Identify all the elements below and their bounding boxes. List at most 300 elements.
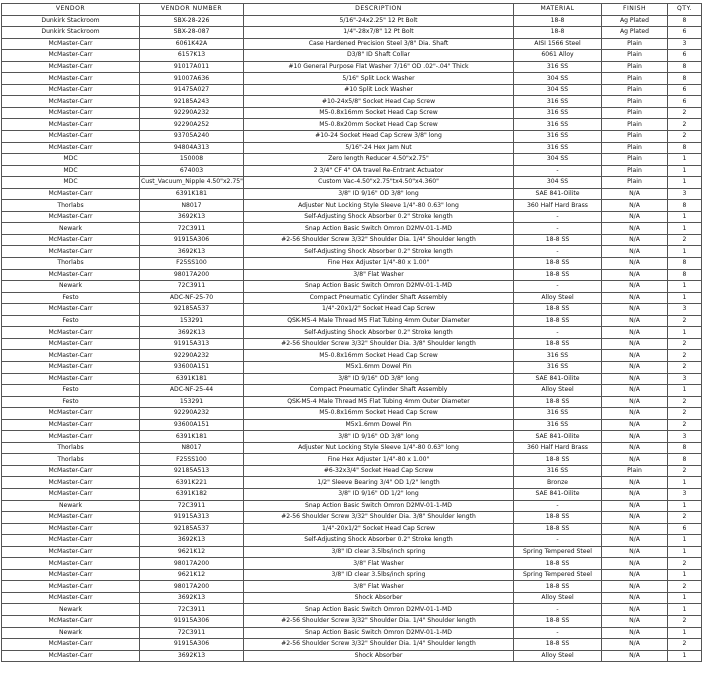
material-cell: - <box>514 327 602 339</box>
table-row <box>2 15 702 27</box>
table-row <box>2 569 702 581</box>
description-cell: M5x1.6mm Dowel Pin <box>244 419 514 431</box>
table-row <box>2 73 702 85</box>
description-cell: #2-56 Shoulder Screw 3/32" Shoulder Dia. 1/4" Shoulder length <box>244 234 514 246</box>
description-cell: 3/8" Flat Washer <box>244 269 514 281</box>
finish-cell: N/A <box>602 454 668 466</box>
qty-cell: 2 <box>668 338 702 350</box>
material-cell: 316 SS <box>514 119 602 131</box>
vendor-number-cell: F25SS100 <box>140 258 244 270</box>
table-row <box>2 200 702 212</box>
qty-cell: 2 <box>668 512 702 524</box>
material-cell: Spring Tempered Steel <box>514 546 602 558</box>
qty-cell: 8 <box>668 200 702 212</box>
vendor-number-cell: N8017 <box>140 442 244 454</box>
finish-cell: N/A <box>602 569 668 581</box>
vendor-number-cell: 98017A200 <box>140 581 244 593</box>
table-row <box>2 488 702 500</box>
material-cell: - <box>514 500 602 512</box>
vendor-cell: MDC <box>2 177 140 189</box>
table-row <box>2 50 702 62</box>
finish-cell: N/A <box>602 615 668 627</box>
vendor-number-cell: 9621K12 <box>140 546 244 558</box>
vendor-number-cell: N8017 <box>140 200 244 212</box>
vendor-cell: McMaster-Carr <box>2 131 140 143</box>
table-row <box>2 304 702 316</box>
material-cell: 18-8 SS <box>514 315 602 327</box>
qty-cell: 8 <box>668 61 702 73</box>
finish-cell: Ag Plated <box>602 27 668 39</box>
description-cell: #10 Split Lock Washer <box>244 84 514 96</box>
material-cell: 18-8 SS <box>514 639 602 651</box>
finish-cell: N/A <box>602 258 668 270</box>
qty-cell: 2 <box>668 107 702 119</box>
vendor-number-cell: 92290A252 <box>140 119 244 131</box>
finish-cell: N/A <box>602 419 668 431</box>
finish-cell: N/A <box>602 639 668 651</box>
finish-cell: N/A <box>602 223 668 235</box>
vendor-number-cell: 94804A313 <box>140 142 244 154</box>
table-row <box>2 84 702 96</box>
qty-cell: 8 <box>668 454 702 466</box>
vendor-number-cell: ADC-NF-25-70 <box>140 292 244 304</box>
finish-cell: N/A <box>602 592 668 604</box>
qty-cell: 6 <box>668 96 702 108</box>
vendor-number-cell: F25SS100 <box>140 454 244 466</box>
material-cell: AISI 1566 Steel <box>514 38 602 50</box>
description-cell: #2-56 Shoulder Screw 3/32" Shoulder Dia. 3/8" Shoulder length <box>244 338 514 350</box>
finish-cell: N/A <box>602 604 668 616</box>
description-cell: 1/2" Sleeve Bearing 3/4" OD 1/2" length <box>244 477 514 489</box>
table-row <box>2 385 702 397</box>
finish-cell: Plain <box>602 165 668 177</box>
qty-cell: 3 <box>668 188 702 200</box>
table-row <box>2 523 702 535</box>
description-cell: M5x1.6mm Dowel Pin <box>244 361 514 373</box>
vendor-cell: McMaster-Carr <box>2 211 140 223</box>
table-row <box>2 442 702 454</box>
description-cell: Case Hardened Precision Steel 3/8" Dia. Shaft <box>244 38 514 50</box>
qty-cell: 1 <box>668 246 702 258</box>
qty-cell: 8 <box>668 142 702 154</box>
description-cell: Self-Adjusting Shock Absorber 0.2" Stroke length <box>244 246 514 258</box>
vendor-cell: McMaster-Carr <box>2 73 140 85</box>
material-cell: Alloy Steel <box>514 592 602 604</box>
table-row <box>2 396 702 408</box>
table-row <box>2 546 702 558</box>
vendor-cell: McMaster-Carr <box>2 188 140 200</box>
vendor-cell: Newark <box>2 223 140 235</box>
finish-cell: N/A <box>602 315 668 327</box>
description-cell: Snap Action Basic Switch Omron D2MV-01-1-MD <box>244 223 514 235</box>
material-cell: - <box>514 246 602 258</box>
vendor-number-cell: 72C3911 <box>140 627 244 639</box>
vendor-cell: McMaster-Carr <box>2 488 140 500</box>
table-row <box>2 61 702 73</box>
table-row <box>2 107 702 119</box>
description-cell: Shock Absorber <box>244 650 514 662</box>
description-cell: #6-32x3/4" Socket Head Cap Screw <box>244 465 514 477</box>
vendor-cell: Newark <box>2 281 140 293</box>
table-row <box>2 500 702 512</box>
finish-cell: Plain <box>602 50 668 62</box>
vendor-number-cell: 6061K42A <box>140 38 244 50</box>
vendor-number-cell: 150008 <box>140 154 244 166</box>
vendor-cell: McMaster-Carr <box>2 523 140 535</box>
description-cell: Fine Hex Adjuster 1/4"-80 x 1.00" <box>244 258 514 270</box>
table-row <box>2 373 702 385</box>
qty-cell: 1 <box>668 535 702 547</box>
material-cell: 316 SS <box>514 361 602 373</box>
description-cell: 3/8" ID clear 3.5lbs/inch spring <box>244 546 514 558</box>
table-row <box>2 27 702 39</box>
vendor-cell: McMaster-Carr <box>2 107 140 119</box>
material-cell: 316 SS <box>514 131 602 143</box>
material-cell: 316 SS <box>514 465 602 477</box>
qty-cell: 6 <box>668 523 702 535</box>
finish-cell: N/A <box>602 558 668 570</box>
description-cell: 1/4"-28x7/8" 12 Pt Bolt <box>244 27 514 39</box>
material-cell: 18-8 SS <box>514 512 602 524</box>
vendor-cell: McMaster-Carr <box>2 650 140 662</box>
finish-cell: N/A <box>602 234 668 246</box>
vendor-cell: Festo <box>2 385 140 397</box>
finish-cell: N/A <box>602 361 668 373</box>
material-cell: Bronze <box>514 477 602 489</box>
description-cell: QSK-M5-4 Male Thread M5 Flat Tubing 4mm Outer Diameter <box>244 396 514 408</box>
vendor-number-cell: 98017A200 <box>140 558 244 570</box>
material-cell: 316 SS <box>514 142 602 154</box>
description-cell: Zero length Reducer 4.50"x2.75" <box>244 154 514 166</box>
material-cell: 360 Half Hard Brass <box>514 442 602 454</box>
finish-cell: N/A <box>602 211 668 223</box>
finish-cell: Plain <box>602 131 668 143</box>
vendor-number-cell: 98017A200 <box>140 269 244 281</box>
vendor-number-cell: 91915A306 <box>140 639 244 651</box>
vendor-cell: McMaster-Carr <box>2 535 140 547</box>
qty-cell: 2 <box>668 396 702 408</box>
qty-cell: 8 <box>668 73 702 85</box>
description-cell: 1/4"-20x1/2" Socket Head Cap Screw <box>244 304 514 316</box>
table-row <box>2 592 702 604</box>
qty-cell: 1 <box>668 650 702 662</box>
vendor-cell: McMaster-Carr <box>2 373 140 385</box>
vendor-number-cell: 93705A240 <box>140 131 244 143</box>
qty-cell: 1 <box>668 569 702 581</box>
description-cell: 5/16"-24x2.25" 12 Pt Bolt <box>244 15 514 27</box>
vendor-cell: Thorlabs <box>2 454 140 466</box>
description-cell: Custom Vac-4.50"x2.75"tx4.50"x4.360" <box>244 177 514 189</box>
description-cell: #2-56 Shoulder Screw 3/32" Shoulder Dia. 1/4" Shoulder length <box>244 615 514 627</box>
vendor-number-cell: 3692K13 <box>140 535 244 547</box>
finish-cell: N/A <box>602 477 668 489</box>
finish-cell: Plain <box>602 61 668 73</box>
description-cell: 3/8" ID 9/16" OD 3/8" long <box>244 373 514 385</box>
header-material: MATERIAL <box>514 4 602 16</box>
finish-cell: N/A <box>602 500 668 512</box>
vendor-number-cell: 92290A232 <box>140 350 244 362</box>
description-cell: Snap Action Basic Switch Omron D2MV-01-1-MD <box>244 627 514 639</box>
table-row <box>2 408 702 420</box>
vendor-cell: McMaster-Carr <box>2 269 140 281</box>
description-cell: 2 3/4" CF 4" OA travel Re-Entrant Actuator <box>244 165 514 177</box>
material-cell: 18-8 SS <box>514 234 602 246</box>
vendor-cell: McMaster-Carr <box>2 84 140 96</box>
finish-cell: N/A <box>602 488 668 500</box>
qty-cell: 1 <box>668 592 702 604</box>
qty-cell: 1 <box>668 385 702 397</box>
table-row <box>2 558 702 570</box>
qty-cell: 1 <box>668 604 702 616</box>
qty-cell: 1 <box>668 154 702 166</box>
vendor-number-cell: 72C3911 <box>140 281 244 293</box>
material-cell: - <box>514 604 602 616</box>
material-cell: SAE 841-Oilite <box>514 431 602 443</box>
material-cell: SAE 841-Oilite <box>514 188 602 200</box>
table-row <box>2 119 702 131</box>
vendor-number-cell: 6157K13 <box>140 50 244 62</box>
vendor-cell: McMaster-Carr <box>2 246 140 258</box>
vendor-cell: McMaster-Carr <box>2 592 140 604</box>
qty-cell: 2 <box>668 639 702 651</box>
vendor-number-cell: 72C3911 <box>140 604 244 616</box>
description-cell: Adjuster Nut Locking Style Sleeve 1/4"-80 0.63" long <box>244 442 514 454</box>
vendor-cell: McMaster-Carr <box>2 408 140 420</box>
table-row <box>2 465 702 477</box>
vendor-number-cell: 153291 <box>140 315 244 327</box>
qty-cell: 1 <box>668 327 702 339</box>
table-row <box>2 281 702 293</box>
vendor-cell: McMaster-Carr <box>2 327 140 339</box>
qty-cell: 2 <box>668 558 702 570</box>
vendor-cell: McMaster-Carr <box>2 569 140 581</box>
table-row <box>2 338 702 350</box>
table-row <box>2 188 702 200</box>
vendor-number-cell: 6391K181 <box>140 188 244 200</box>
finish-cell: Plain <box>602 177 668 189</box>
vendor-cell: McMaster-Carr <box>2 431 140 443</box>
description-cell: M5-0.8x20mm Socket Head Cap Screw <box>244 119 514 131</box>
qty-cell: 8 <box>668 15 702 27</box>
qty-cell: 2 <box>668 234 702 246</box>
vendor-cell: McMaster-Carr <box>2 61 140 73</box>
vendor-cell: McMaster-Carr <box>2 338 140 350</box>
vendor-number-cell: 92185A537 <box>140 304 244 316</box>
qty-cell: 1 <box>668 627 702 639</box>
finish-cell: N/A <box>602 523 668 535</box>
table-row <box>2 512 702 524</box>
table-row <box>2 292 702 304</box>
vendor-number-cell: 3692K13 <box>140 650 244 662</box>
vendor-number-cell: 91915A306 <box>140 234 244 246</box>
vendor-number-cell: 92290A232 <box>140 408 244 420</box>
finish-cell: N/A <box>602 512 668 524</box>
table-row <box>2 327 702 339</box>
table-row <box>2 431 702 443</box>
material-cell: 18-8 <box>514 15 602 27</box>
table-row <box>2 165 702 177</box>
vendor-cell: McMaster-Carr <box>2 304 140 316</box>
material-cell: 304 SS <box>514 73 602 85</box>
description-cell: 3/8" Flat Washer <box>244 558 514 570</box>
description-cell: #10-24x5/8" Socket Head Cap Screw <box>244 96 514 108</box>
finish-cell: N/A <box>602 627 668 639</box>
qty-cell: 2 <box>668 361 702 373</box>
vendor-number-cell: 93600A151 <box>140 361 244 373</box>
description-cell: Snap Action Basic Switch Omron D2MV-01-1-MD <box>244 281 514 293</box>
finish-cell: N/A <box>602 535 668 547</box>
finish-cell: N/A <box>602 327 668 339</box>
finish-cell: Plain <box>602 84 668 96</box>
vendor-cell: McMaster-Carr <box>2 512 140 524</box>
finish-cell: Ag Plated <box>602 15 668 27</box>
vendor-number-cell: 9621K12 <box>140 569 244 581</box>
qty-cell: 1 <box>668 281 702 293</box>
material-cell: 360 Half Hard Brass <box>514 200 602 212</box>
finish-cell: Plain <box>602 73 668 85</box>
table-row <box>2 154 702 166</box>
description-cell: M5-0.8x16mm Socket Head Cap Screw <box>244 350 514 362</box>
description-cell: Shock Absorber <box>244 592 514 604</box>
material-cell: - <box>514 535 602 547</box>
vendor-cell: McMaster-Carr <box>2 50 140 62</box>
vendor-cell: McMaster-Carr <box>2 639 140 651</box>
vendor-cell: McMaster-Carr <box>2 96 140 108</box>
vendor-number-cell: 91915A313 <box>140 512 244 524</box>
description-cell: 3/8" ID 9/16" OD 1/2" long <box>244 488 514 500</box>
description-cell: 3/8" ID 9/16" OD 3/8" long <box>244 431 514 443</box>
vendor-cell: McMaster-Carr <box>2 38 140 50</box>
qty-cell: 1 <box>668 177 702 189</box>
vendor-number-cell: 92185A513 <box>140 465 244 477</box>
material-cell: 18-8 SS <box>514 396 602 408</box>
table-row <box>2 581 702 593</box>
table-row <box>2 131 702 143</box>
vendor-number-cell: Cust_Vacuum_Nipple 4.50"x2.75" <box>140 177 244 189</box>
vendor-number-cell: 91007A636 <box>140 73 244 85</box>
table-row <box>2 350 702 362</box>
finish-cell: N/A <box>602 292 668 304</box>
qty-cell: 2 <box>668 131 702 143</box>
table-row <box>2 615 702 627</box>
vendor-cell: McMaster-Carr <box>2 477 140 489</box>
vendor-number-cell: 93600A151 <box>140 419 244 431</box>
description-cell: 1/4"-20x1/2" Socket Head Cap Screw <box>244 523 514 535</box>
vendor-number-cell: 91475A027 <box>140 84 244 96</box>
finish-cell: N/A <box>602 431 668 443</box>
material-cell: - <box>514 165 602 177</box>
vendor-cell: McMaster-Carr <box>2 419 140 431</box>
vendor-cell: McMaster-Carr <box>2 581 140 593</box>
finish-cell: Plain <box>602 465 668 477</box>
description-cell: Self-Adjusting Shock Absorber 0.2" Stroke length <box>244 211 514 223</box>
qty-cell: 6 <box>668 84 702 96</box>
description-cell: 5/16" Split Lock Washer <box>244 73 514 85</box>
table-row <box>2 604 702 616</box>
vendor-number-cell: 92185A243 <box>140 96 244 108</box>
qty-cell: 6 <box>668 50 702 62</box>
vendor-cell: McMaster-Carr <box>2 465 140 477</box>
table-row <box>2 258 702 270</box>
header-finish: FINISH <box>602 4 668 16</box>
vendor-cell: McMaster-Carr <box>2 546 140 558</box>
qty-cell: 1 <box>668 211 702 223</box>
vendor-cell: Newark <box>2 500 140 512</box>
vendor-cell: Festo <box>2 315 140 327</box>
qty-cell: 2 <box>668 408 702 420</box>
qty-cell: 1 <box>668 292 702 304</box>
finish-cell: Plain <box>602 38 668 50</box>
qty-cell: 2 <box>668 419 702 431</box>
description-cell: Self-Adjusting Shock Absorber 0.2" Stroke length <box>244 535 514 547</box>
material-cell: 18-8 <box>514 27 602 39</box>
finish-cell: N/A <box>602 581 668 593</box>
material-cell: 18-8 SS <box>514 338 602 350</box>
material-cell: 18-8 SS <box>514 269 602 281</box>
qty-cell: 1 <box>668 165 702 177</box>
description-cell: #2-56 Shoulder Screw 3/32" Shoulder Dia. 1/4" Shoulder length <box>244 639 514 651</box>
material-cell: 18-8 SS <box>514 558 602 570</box>
material-cell: - <box>514 281 602 293</box>
material-cell: 18-8 SS <box>514 258 602 270</box>
vendor-number-cell: 92290A232 <box>140 107 244 119</box>
finish-cell: N/A <box>602 408 668 420</box>
finish-cell: N/A <box>602 304 668 316</box>
table-row <box>2 361 702 373</box>
material-cell: - <box>514 211 602 223</box>
table-row <box>2 38 702 50</box>
material-cell: 18-8 SS <box>514 581 602 593</box>
description-cell: D3/8" ID Shaft Collar <box>244 50 514 62</box>
bill-of-materials-table <box>1 3 702 662</box>
vendor-number-cell: 6391K182 <box>140 488 244 500</box>
qty-cell: 2 <box>668 119 702 131</box>
description-cell: Fine Hex Adjuster 1/4"-80 x 1.00" <box>244 454 514 466</box>
finish-cell: N/A <box>602 246 668 258</box>
vendor-number-cell: 6391K221 <box>140 477 244 489</box>
header-vendor: VENDOR <box>2 4 140 16</box>
description-cell: 3/8" ID clear 3.5lbs/inch spring <box>244 569 514 581</box>
vendor-cell: Dunkirk Stackroom <box>2 15 140 27</box>
qty-cell: 3 <box>668 304 702 316</box>
description-cell: 3/8" Flat Washer <box>244 581 514 593</box>
vendor-number-cell: 92185A537 <box>140 523 244 535</box>
vendor-number-cell: 153291 <box>140 396 244 408</box>
material-cell: 304 SS <box>514 84 602 96</box>
table-body <box>2 15 702 662</box>
qty-cell: 6 <box>668 27 702 39</box>
description-cell: Self-Adjusting Shock Absorber 0.2" Stroke length <box>244 327 514 339</box>
finish-cell: N/A <box>602 281 668 293</box>
finish-cell: Plain <box>602 142 668 154</box>
material-cell: 316 SS <box>514 96 602 108</box>
vendor-cell: McMaster-Carr <box>2 361 140 373</box>
description-cell: Adjuster Nut Locking Style Sleeve 1/4"-80 0.63" long <box>244 200 514 212</box>
header-qty: QTY. <box>668 4 702 16</box>
material-cell: Alloy Steel <box>514 292 602 304</box>
vendor-number-cell: SBX-28-226 <box>140 15 244 27</box>
vendor-cell: MDC <box>2 154 140 166</box>
vendor-number-cell: ADC-NF-25-44 <box>140 385 244 397</box>
qty-cell: 2 <box>668 350 702 362</box>
table-row <box>2 454 702 466</box>
table-row <box>2 627 702 639</box>
qty-cell: 8 <box>668 258 702 270</box>
table-row <box>2 315 702 327</box>
table-row <box>2 639 702 651</box>
table-row <box>2 477 702 489</box>
finish-cell: N/A <box>602 650 668 662</box>
